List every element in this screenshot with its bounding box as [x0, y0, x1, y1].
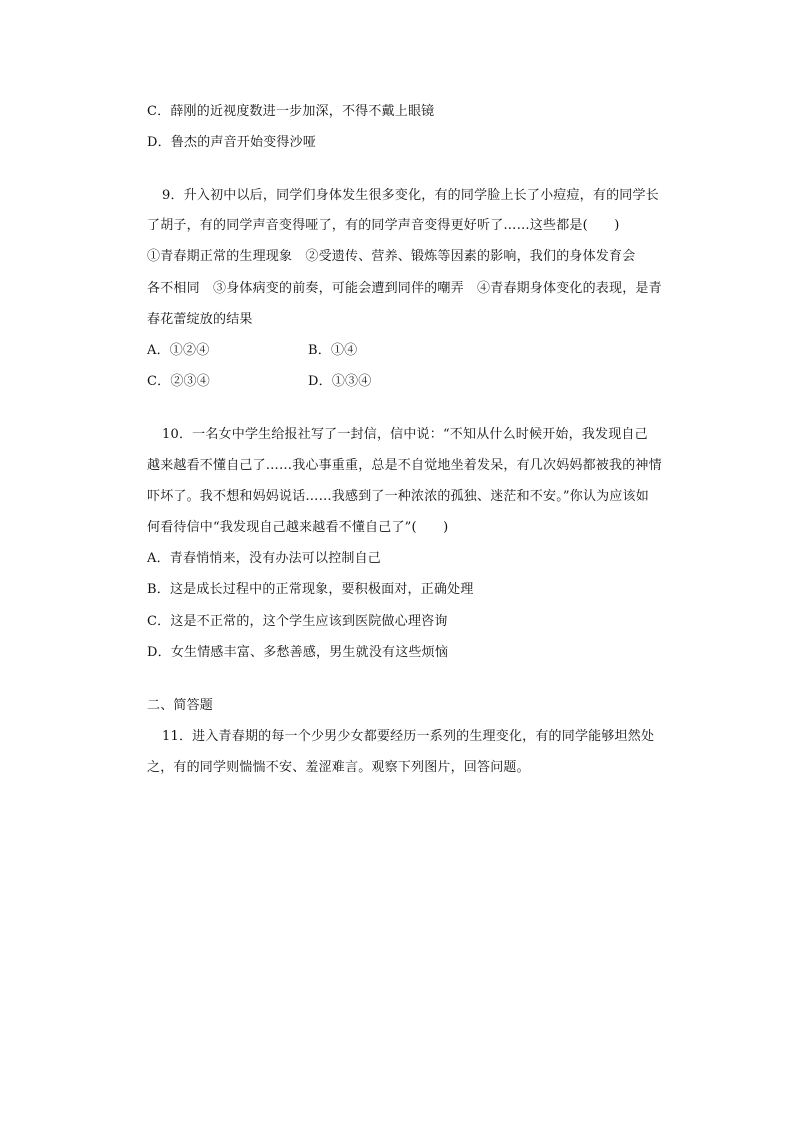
q10-stem-line-2: 越来越看不懂自己了……我心事重重，总是不自觉地坐着发呆，有几次妈妈都被我的神情 [147, 458, 662, 473]
q10-option-c: C．这是不正常的，这个学生应该到医院做心理咨询 [147, 614, 448, 629]
q9-stem-line-1: 9．升入初中以后，同学们身体发生很多变化，有的同学脸上长了小痘痘，有的同学长 [162, 188, 659, 203]
q10-option-d: D．女生情感丰富、多愁善感，男生就没有这些烦恼 [147, 645, 449, 660]
q9-option-d: D．①③④ [308, 374, 372, 389]
q9-option-b: B．①④ [308, 343, 358, 358]
q10-stem-line-3: 吓坏了。我不想和妈妈说话……我感到了一种浓浓的孤独、迷茫和不安。”你认为应该如 [147, 489, 649, 504]
q9-statement-line-1: ①青春期正常的生理现象 ②受遗传、营养、锻炼等因素的影响，我们的身体发育会 [147, 249, 636, 264]
q9-statement-line-3: 春花蕾绽放的结果 [147, 312, 253, 327]
q8-option-d: D．鲁杰的声音开始变得沙哑 [147, 135, 317, 150]
q10-option-b: B．这是成长过程中的正常现象，要积极面对，正确处理 [147, 582, 474, 597]
q11-stem-line-1: 11．进入青春期的每一个少男少女都要经历一系列的生理变化，有的同学能够坦然处 [162, 729, 655, 744]
q9-option-a: A．①②④ [147, 343, 210, 358]
q9-stem-line-2: 了胡子，有的同学声音变得哑了，有的同学声音变得更好听了……这些都是( ) [147, 218, 620, 233]
q10-stem-line-4: 何看待信中“我发现自己越来越看不懂自己了”( ) [147, 520, 449, 535]
q10-option-a: A．青春悄悄来，没有办法可以控制自己 [147, 551, 381, 566]
q10-stem-line-1: 10．一名女中学生给报社写了一封信，信中说：“不知从什么时候开始，我发现自己 [162, 427, 648, 442]
q9-option-c: C．②③④ [147, 374, 210, 389]
section-heading: 二、简答题 [147, 698, 214, 713]
q8-option-c: C．薛刚的近视度数进一步加深，不得不戴上眼镜 [147, 104, 435, 119]
q9-statement-line-2: 各不相同 ③身体病变的前奏，可能会遭到同伴的嘲弄 ④青春期身体变化的表现，是青 [147, 281, 662, 296]
q11-stem-line-2: 之，有的同学则惴惴不安、羞涩难言。观察下列图片，回答问题。 [147, 760, 530, 775]
